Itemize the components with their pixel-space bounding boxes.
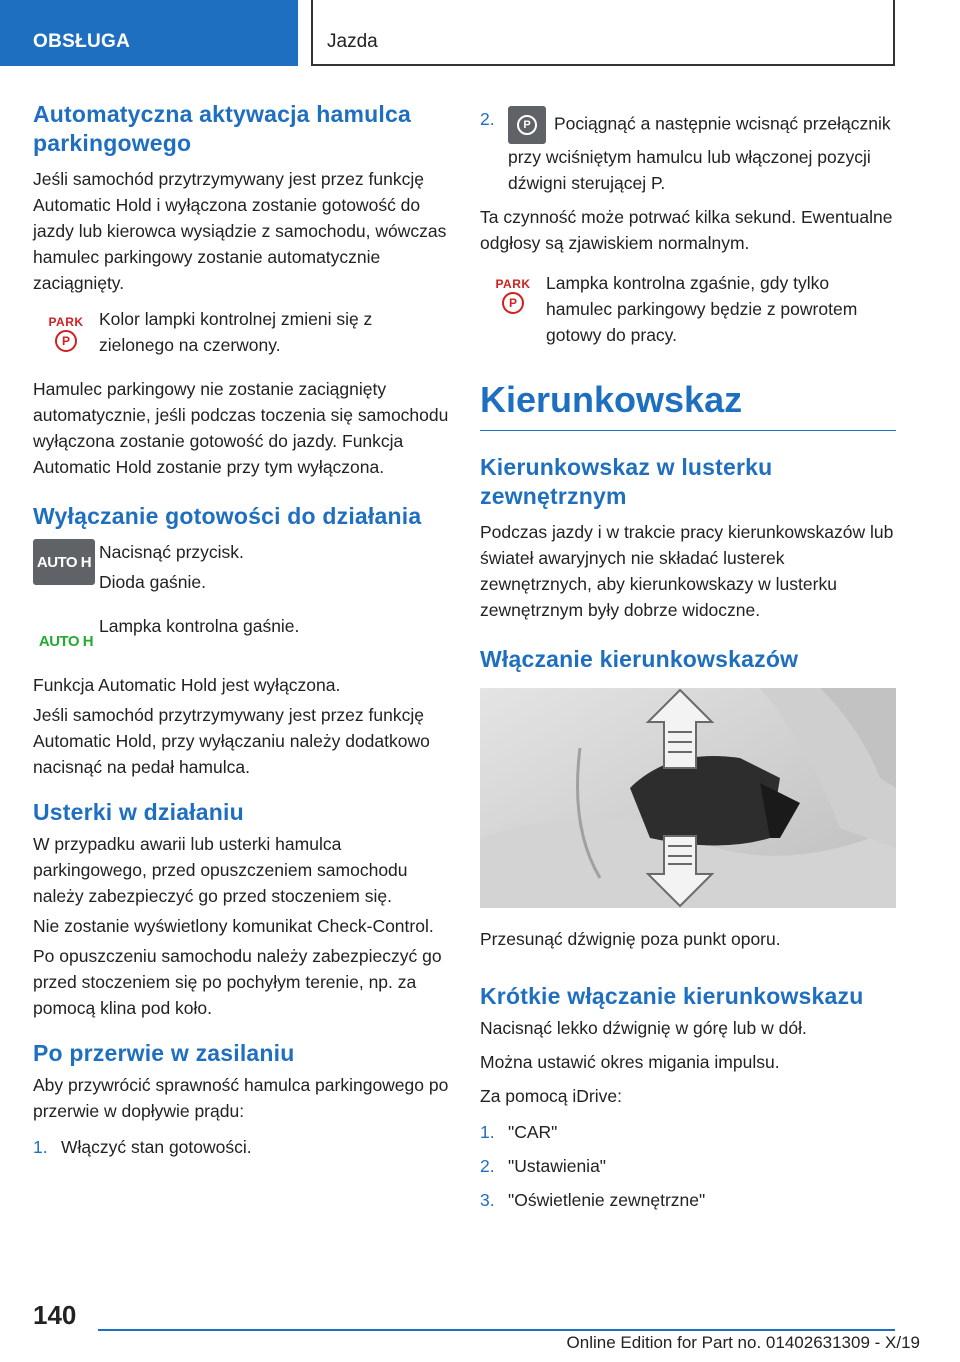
list-text: "Ustawienia" [508,1156,607,1176]
paragraph-lamp-color: Kolor lampki kontrolnej zmieni się z zielonego na czerwony. [99,309,373,355]
autoh-lamp-note [33,613,451,650]
list-text [508,106,896,196]
section-tab [0,0,298,66]
paragraph-idrive: Za pomocą iDrive: [480,1086,622,1106]
list-item [480,1153,896,1179]
park-lamp-note [480,270,896,348]
list-number: 1. [480,1122,495,1142]
park-warning-icon: PARK P [48,316,83,352]
list-item [480,106,896,196]
autoh-button-icon: AUTO H [33,539,95,585]
paragraph-auto-activation: Jeśli samochód przytrzymywany jest przez funkcję Automatic Hold i wyłączona zostanie gotowość do jazdy lub kierowca wysiądzie z samochodu, wówczas hamulec parkingowy zostanie automatycznie zaciągnięty. [33,169,447,293]
paragraph-lamp-out: Lampka kontrolna zgaśnie, gdy tylko hamulec parkingowy będzie z powrotem gotowy do pracy. [546,273,858,345]
heading-short-signal: Krótkie włączanie kierunkowskazu [480,983,864,1009]
list-number: 1. [33,1137,48,1157]
park-lamp-note [33,306,451,358]
step-2-text: Pociągnąć a następnie wcisnąć przełącznik przy wciśniętym hamulcu lub włączonej pozycji dźwigni sterującej P. [508,113,891,193]
footer-edition: Online Edition for Part no. 01402631309 - X/19 [566,1333,920,1352]
list-number: 2. [480,109,495,129]
autoh-button-note [33,539,451,595]
footer-divider [98,1329,895,1331]
left-column [33,100,451,1160]
list-text: Włączyć stan gotowości. [61,1137,252,1157]
list-item [33,1134,451,1160]
paragraph-blink-period: Można ustawić okres migania impulsu. [480,1052,780,1072]
paragraph-lamp-off: Lampka kontrolna gaśnie. [99,616,300,636]
paragraph-move-lever: Przesunąć dźwignię poza punkt oporu. [480,929,781,949]
chapter-header [311,0,895,66]
list-number: 2. [480,1156,495,1176]
paragraph-not-engaged: Hamulec parkingowy nie zostanie zaciągnięty automatycznie, jeśli podczas toczenia się samochodu wyłączona zostanie gotowość do jazdy. Funkcja Automatic Hold zostanie przy tym wyłączona. [33,379,449,477]
right-column [480,106,896,1213]
heading-turn-off-readiness: Wyłączanie gotowości do działania [33,503,422,529]
chapter-title: Jazda [327,31,378,52]
paragraph-power-interruption: Aby przywrócić sprawność hamulca parkingowego po przerwie w dopływie prądu: [33,1075,449,1121]
park-warning-icon: PARK P [495,278,530,314]
list-item [480,1187,896,1213]
paragraph-press-button: Nacisnąć przycisk. [99,542,244,562]
list-number: 3. [480,1190,495,1210]
heading-turn-signal: Kierunkowskaz [480,378,896,431]
heading-turn-on-signals: Włączanie kierunkowskazów [480,646,799,672]
heading-faults: Usterki w działaniu [33,799,244,825]
page-number: 140 [33,1300,77,1330]
paragraph-fault-2: Nie zostanie wyświetlony komunikat Check-Control. [33,916,434,936]
section-title: OBSŁUGA [33,31,131,52]
list-text: "CAR" [508,1122,558,1142]
park-button-icon: P [508,106,546,144]
paragraph-mirror: Podczas jazdy i w trakcie pracy kierunkowskazów lub świateł awaryjnych nie składać lusterek zewnętrznych, aby kierunkowskazy w lusterku zewnętrznym były dobrze widoczne. [480,522,894,620]
turn-signal-lever-photo [480,688,896,908]
paragraph-autohold-off: Funkcja Automatic Hold jest wyłączona. [33,675,341,695]
paragraph-if-held: Jeśli samochód przytrzymywany jest przez funkcję Automatic Hold, przy wyłączaniu należy dodatkowo nacisnąć na pedał hamulca. [33,705,430,777]
paragraph-fault-1: W przypadku awarii lub usterki hamulca parkingowego, przed opuszczeniem samochodu należy zabezpieczyć go przed stoczeniem się. [33,834,408,906]
list-text: "Oświetlenie zewnętrzne" [508,1190,706,1210]
heading-power-interruption: Po przerwie w zasilaniu [33,1040,295,1066]
heading-mirror-indicator: Kierunkowskaz w lusterku zewnętrznym [480,454,773,509]
paragraph-seconds: Ta czynność może potrwać kilka sekund. Ewentualne odgłosy są zjawiskiem normalnym. [480,207,893,253]
paragraph-press-lightly: Nacisnąć lekko dźwignię w górę lub w dół. [480,1018,807,1038]
list-item [480,1119,896,1145]
autoh-lamp-icon: AUTO H [38,633,94,650]
paragraph-fault-3: Po opuszczeniu samochodu należy zabezpieczyć go przed stoczeniem się po pochyłym terenie, np. za pomocą klina pod koło. [33,946,442,1018]
heading-auto-activation: Automatyczna aktywacja hamulca parkingowego [33,101,411,156]
paragraph-diode-off: Dioda gaśnie. [99,572,207,592]
